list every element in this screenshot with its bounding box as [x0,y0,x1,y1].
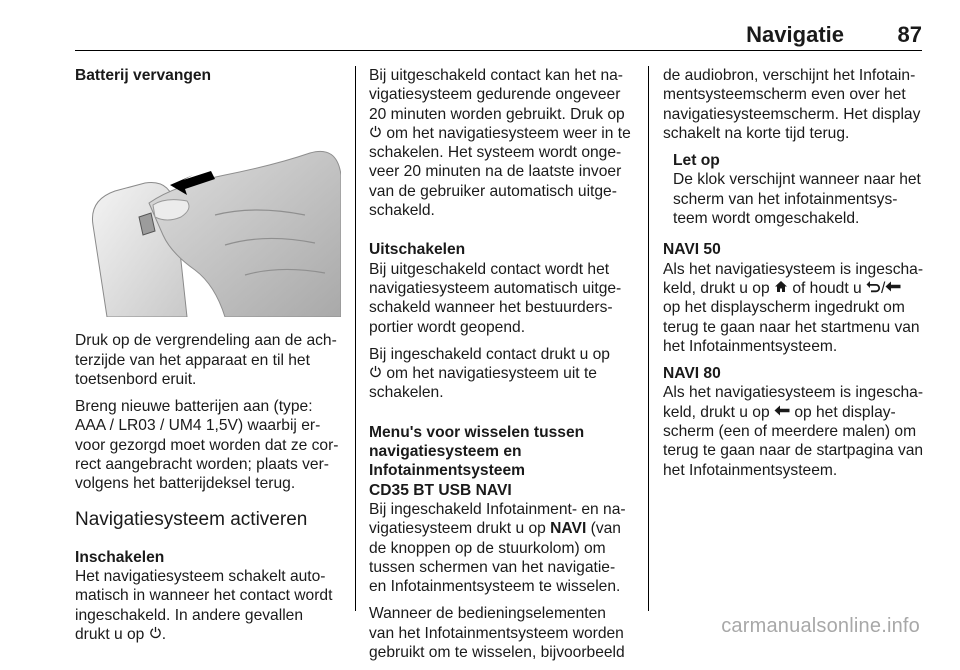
navi-label: NAVI [550,520,587,538]
paragraph-audio-source: de audiobron, verschijnt het Infotain- mentsysteemscherm even over het navigatiesysteemscherm. Het display schakelt na korte tijd terug. [663,67,921,142]
page-title: Navigatie [746,22,844,47]
paragraph-manual-off: Bij ingeschakeld contact drukt u op om het navigatiesysteem uit te schakelen. [369,345,610,402]
power-icon [369,124,382,143]
back-arrow-icon [774,403,790,422]
heading-activate-navigation: Navigatiesysteem activeren [75,508,308,530]
paragraph-press-latch: Druk op de vergrendeling aan de ach- terzijde van het apparaat en til het toetsenbord eruit. [75,332,337,388]
column-divider [355,66,356,611]
back-arrow-icon [885,279,901,298]
paragraph-controls-switch: Wanneer de bedieningselementen van het Infotainmentsysteem worden gebruikt om te wisselen, bijvoorbeeld [369,605,625,662]
paragraph-navi-50: Als het navigatiesysteem is ingescha- keld, drukt u op of houdt u / op het displayscherm ingedrukt om terug te gaan naar het startmenu van het Infotainmentsysteem. [663,260,924,355]
page-number: 87 [897,22,922,47]
column-2 [369,66,637,670]
note-title: Let op [673,152,720,170]
paragraph-navi-80: Als het navigatiesysteem is ingescha- keld, drukt u op op het display- scherm (een of meerdere malen) om terug te gaan naar de startpagina van het Infotainmentsysteem. [663,384,924,479]
power-icon [149,625,162,644]
heading-battery: Batterij vervangen [75,67,212,84]
power-icon [369,364,382,383]
paragraph-navi-button: Bij ingeschakeld Infotainment- en na- vigatiesysteem drukt u op NAVI (van de knoppen op de stuurkolom) om tussen schermen van het navigatie- en Infotainmentsysteem te wisselen. [369,500,626,596]
page-header [75,22,922,51]
heading-switch-on: Inschakelen [75,548,165,566]
paragraph-ignition-off-use: Bij uitgeschakeld contact kan het na- vigatiesysteem gedurende ongeveer 20 minuten worden gebruikt. Druk op om het navigatiesysteem weer in te schakelen. Het systeem wordt onge- veer 20 minuten na de laatste invoer van de gebruiker automatisch uitge- schakeld. [369,67,631,220]
paragraph-auto-off: Bij uitgeschakeld contact wordt het navigatiesysteem automatisch uitge- schakeld wanneer het bestuurders- portier wordt geopend. [369,260,622,336]
watermark: carmanualsonline.info [721,615,920,637]
column-3 [663,66,925,488]
column-1 [75,66,341,652]
note-box: Let op De klok verschijnt wanneer naar het scherm van het infotainmentsys- teem wordt omgeschakeld. [673,151,925,228]
keyboard-battery-illustration [75,105,341,317]
keyboard-illustration-svg [75,105,341,317]
heading-navi-50: NAVI 50 [663,241,721,259]
heading-switch-menus: Menu's voor wisselen tussen navigatiesysteem en Infotainmentsysteem [369,423,585,480]
home-icon [774,279,788,298]
heading-cd35-bt-usb-navi: CD35 BT USB NAVI [369,481,512,499]
heading-switch-off: Uitschakelen [369,241,466,259]
heading-navi-80: NAVI 80 [663,365,721,383]
column-divider [648,66,649,611]
paragraph-switch-on: Het navigatiesysteem schakelt auto- matisch in wanneer het contact wordt ingeschakeld. In andere gevallen drukt u op . [75,567,333,643]
paragraph-batteries: Breng nieuwe batterijen aan (type: AAA / LR03 / UM4 1,5V) waarbij er- voor gezorgd moet worden dat ze cor- rect aangebracht worden; plaats ver- volgens het batterijdeksel terug. [75,398,339,493]
return-icon [866,279,881,298]
